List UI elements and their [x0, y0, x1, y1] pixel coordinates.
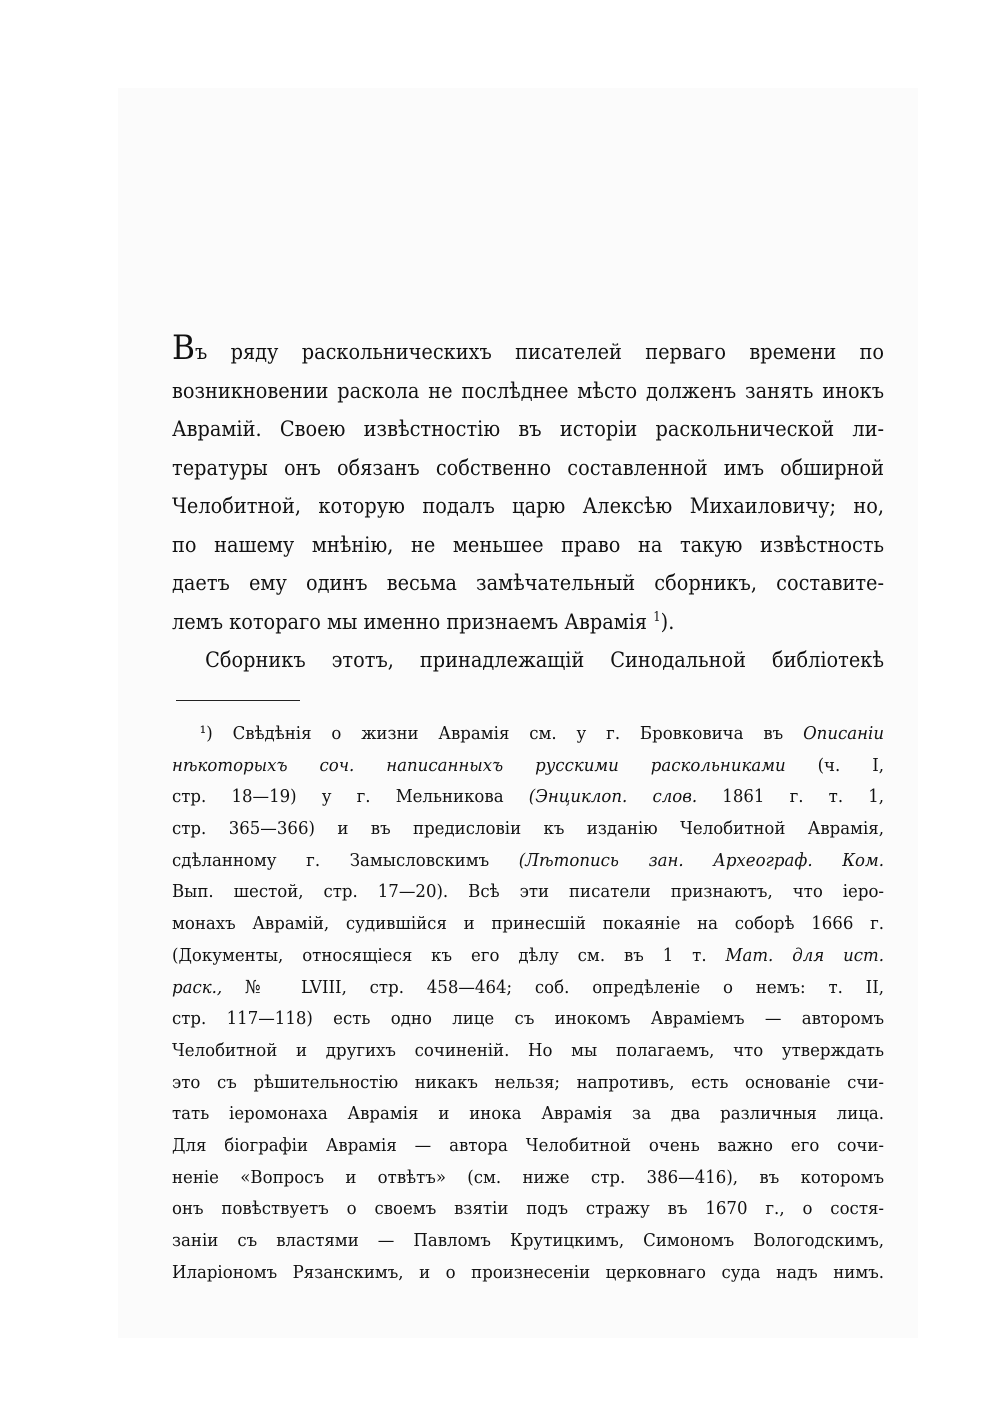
footnote-line-18: Иларіономъ Рязанскимъ, и о произнесеніи церковнаго суда надъ нимъ.: [172, 1261, 885, 1283]
footnote-line-3: стр. 18—19) у г. Мельникова (Энциклоп. слов. 1861 г. т. 1,: [172, 786, 885, 808]
main-line-2: возникновении раскола не послѣднее мѣсто долженъ занять инокъ: [172, 378, 885, 403]
footnote-line-4: стр. 365—366) и въ предисловіи къ изданію Челобитной Аврамія,: [172, 818, 885, 840]
main-line-1: Въ ряду раскольническихъ писателей перваго времени по: [172, 328, 885, 368]
main-line-5: Челобитной, которую подалъ царю Алексѣю Михаиловичу; но,: [172, 494, 885, 518]
footnote-line-16: онъ повѣствуетъ о своемъ взятіи подъ стражу въ 1670 г., о состя-: [172, 1198, 885, 1220]
drop-cap: В: [172, 328, 195, 368]
footnote-line-15: неніе «Вопросъ и отвѣтъ» (см. ниже стр. 386—416), въ которомъ: [172, 1166, 885, 1188]
footnote-line-10: стр. 117—118) есть одно лице съ инокомъ Авраміемъ — авторомъ: [172, 1008, 885, 1030]
footnote-line-2: нѣкоторыхъ соч. написанныхъ русскими раскольниками (ч. I,: [172, 754, 885, 776]
main-line-9: Сборникъ этотъ, принадлежащій Синодальной библіотекѣ: [205, 648, 885, 672]
main-text: [172, 328, 885, 680]
footnote-reference[interactable]: 1: [653, 608, 661, 624]
main-line-3: Аврамій. Своею извѣстностію въ исторіи раскольнической ли-: [172, 417, 885, 441]
footnote-separator: [176, 700, 300, 701]
footnote-marker: ¹): [199, 723, 213, 744]
footnotes: [172, 718, 884, 1288]
footnote-line-14: Для біографіи Аврамія — автора Челобитной очень важно его сочи-: [172, 1134, 885, 1156]
main-line-7: даетъ ему одинъ весьма замѣчательный сборникъ, составите-: [172, 571, 885, 595]
footnote-line-11: Челобитной и другихъ сочиненій. Но мы полагаемъ, что утверждать: [172, 1039, 885, 1061]
footnote-line-6: Вып. шестой, стр. 17—20). Всѣ эти писатели признаютъ, что іеро-: [172, 881, 885, 903]
footnote-line-8: (Документы, относящіеся къ его дѣлу см. въ 1 т. Мат. для ист.: [172, 944, 885, 966]
footnote-line-1: ¹) Свѣдѣнія о жизни Аврамія см. у г. Бровковича въ Описаніи: [199, 723, 885, 744]
footnote-line-9: раск., № LVIII, стр. 458—464; соб. опредѣленіе о немъ: т. II,: [172, 976, 885, 998]
footnote-line-12: это съ рѣшительностію никакъ нельзя; напротивъ, есть основаніе счи-: [172, 1071, 885, 1093]
footnote-line-13: тать іеромонаха Аврамія и инока Аврамія за два различныя лица.: [172, 1103, 885, 1125]
footnote-line-7: монахъ Аврамій, судившійся и принесшій покаяніе на соборѣ 1666 г.: [172, 913, 885, 935]
footnote-line-17: заніи съ властями — Павломъ Крутицкимъ, Симономъ Вологодскимъ,: [172, 1230, 885, 1251]
main-line-6: по нашему мнѣнію, не меньшее право на такую извѣстность: [172, 532, 885, 557]
main-line-4: тературы онъ обязанъ собственно составленной имъ обширной: [172, 455, 885, 480]
main-line-8: лемъ котораго мы именно признаемъ Аврамія $^1$).: [172, 608, 675, 634]
footnote-line-5: сдѣланному г. Замысловскимъ (Лѣтопись зан. Археограф. Ком.: [172, 849, 885, 871]
